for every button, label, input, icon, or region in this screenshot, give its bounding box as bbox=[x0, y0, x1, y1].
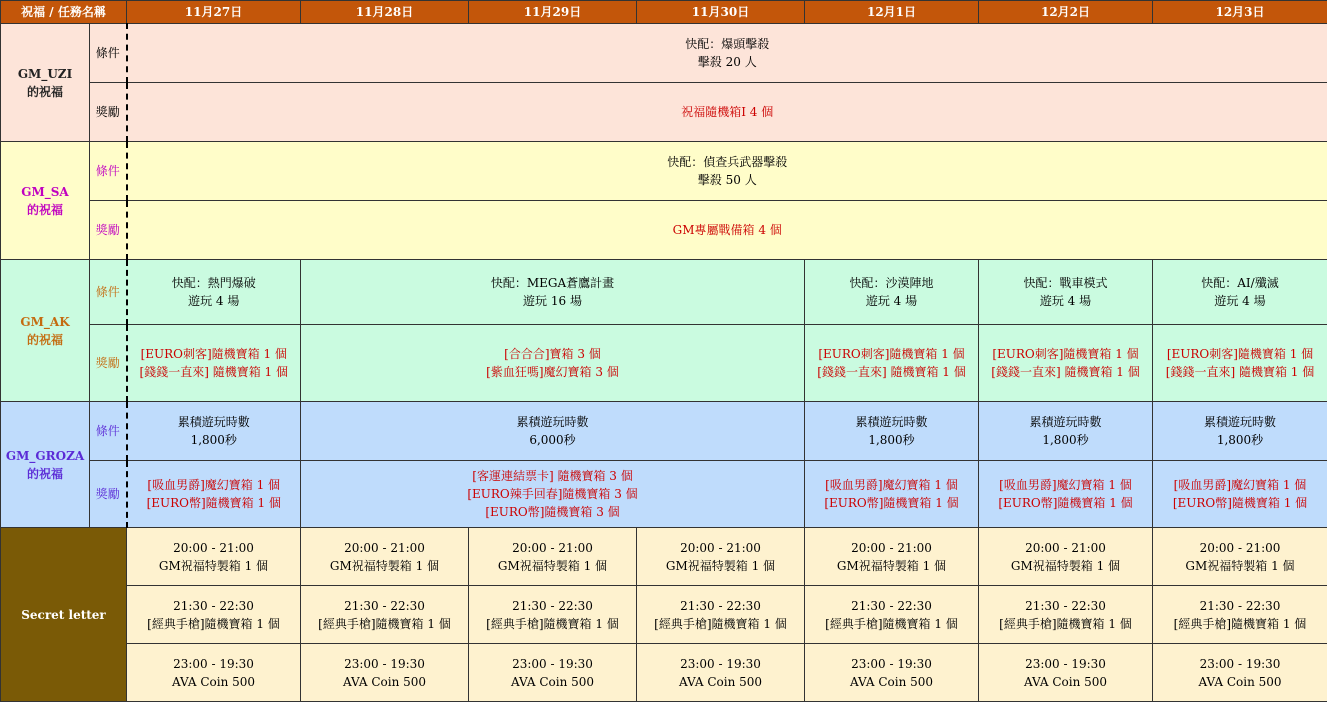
groza-reward-cell: [客運連結票卡] 隨機寶箱 3 個 [EURO辣手回春]隨機寶箱 3 個 [EURO幣]隨機寶箱 3 個 bbox=[301, 461, 805, 528]
groza-reward-cell: [吸血男爵]魔幻寶箱 1 個 [EURO幣]隨機寶箱 1 個 bbox=[979, 461, 1153, 528]
groza-condition-cell: 累積遊玩時數 1,800秒 bbox=[805, 402, 979, 461]
ak-reward-cell: [EURO刺客]隨機寶箱 1 個 [錢錢一直來] 隨機寶箱 1 個 bbox=[979, 325, 1153, 402]
groza-reward-cell: [吸血男爵]魔幻寶箱 1 個 [EURO幣]隨機寶箱 1 個 bbox=[1153, 461, 1327, 528]
uzi-reward: 祝福隨機箱I 4 個 bbox=[127, 83, 1327, 142]
uzi-blessing-name: GM_UZI 的祝福 bbox=[1, 24, 90, 142]
condition-label: 條件 bbox=[90, 24, 127, 83]
date-header: 12月3日 bbox=[1153, 1, 1327, 24]
secret-cell: 20:00 - 21:00 GM祝福特製箱 1 個 bbox=[637, 528, 805, 586]
groza-reward-cell: [吸血男爵]魔幻寶箱 1 個 [EURO幣]隨機寶箱 1 個 bbox=[127, 461, 301, 528]
reward-label: 獎勵 bbox=[90, 83, 127, 142]
secret-cell: 20:00 - 21:00 GM祝福特製箱 1 個 bbox=[469, 528, 637, 586]
condition-label: 條件 bbox=[90, 402, 127, 461]
groza-reward-row bbox=[1, 461, 1327, 528]
groza-condition-cell: 累積遊玩時數 1,800秒 bbox=[979, 402, 1153, 461]
sa-reward-row bbox=[1, 201, 1327, 260]
ak-reward-cell: [EURO刺客]隨機寶箱 1 個 [錢錢一直來] 隨機寶箱 1 個 bbox=[805, 325, 979, 402]
secret-cell: 21:30 - 22:30 [經典手槍]隨機寶箱 1 個 bbox=[637, 586, 805, 644]
secret-cell: 21:30 - 22:30 [經典手槍]隨機寶箱 1 個 bbox=[469, 586, 637, 644]
ak-reward-cell: [合合合]寶箱 3 個 [紫血狂嗎]魔幻寶箱 3 個 bbox=[301, 325, 805, 402]
ak-condition-row bbox=[1, 260, 1327, 325]
reward-label: 獎勵 bbox=[90, 461, 127, 528]
secret-row bbox=[1, 644, 1327, 702]
secret-cell: 20:00 - 21:00 GM祝福特製箱 1 個 bbox=[979, 528, 1153, 586]
secret-cell: 23:00 - 19:30 AVA Coin 500 bbox=[979, 644, 1153, 702]
secret-cell: 21:30 - 22:30 [經典手槍]隨機寶箱 1 個 bbox=[301, 586, 469, 644]
uzi-condition: 快配：爆頭擊殺 擊殺 20 人 bbox=[127, 24, 1327, 83]
condition-label: 條件 bbox=[90, 260, 127, 325]
ak-blessing-name: GM_AK 的祝福 bbox=[1, 260, 90, 402]
ak-reward-cell: [EURO刺客]隨機寶箱 1 個 [錢錢一直來] 隨機寶箱 1 個 bbox=[127, 325, 301, 402]
date-header: 11月27日 bbox=[127, 1, 301, 24]
secret-cell: 23:00 - 19:30 AVA Coin 500 bbox=[127, 644, 301, 702]
groza-condition-cell: 累積遊玩時數 1,800秒 bbox=[127, 402, 301, 461]
secret-cell: 21:30 - 22:30 [經典手槍]隨機寶箱 1 個 bbox=[1153, 586, 1327, 644]
secret-cell: 20:00 - 21:00 GM祝福特製箱 1 個 bbox=[127, 528, 301, 586]
ak-reward-row bbox=[1, 325, 1327, 402]
secret-cell: 20:00 - 21:00 GM祝福特製箱 1 個 bbox=[301, 528, 469, 586]
date-header: 11月29日 bbox=[469, 1, 637, 24]
header-row bbox=[1, 1, 1327, 24]
groza-reward-cell: [吸血男爵]魔幻寶箱 1 個 [EURO幣]隨機寶箱 1 個 bbox=[805, 461, 979, 528]
ak-condition-cell: 快配：戰車模式 遊玩 4 場 bbox=[979, 260, 1153, 325]
secret-cell: 23:00 - 19:30 AVA Coin 500 bbox=[1153, 644, 1327, 702]
secret-cell: 23:00 - 19:30 AVA Coin 500 bbox=[637, 644, 805, 702]
groza-condition-cell: 累積遊玩時數 6,000秒 bbox=[301, 402, 805, 461]
secret-letter-label: Secret letter bbox=[1, 528, 127, 702]
date-header: 12月2日 bbox=[979, 1, 1153, 24]
groza-condition-row bbox=[1, 402, 1327, 461]
secret-cell: 23:00 - 19:30 AVA Coin 500 bbox=[301, 644, 469, 702]
secret-cell: 21:30 - 22:30 [經典手槍]隨機寶箱 1 個 bbox=[805, 586, 979, 644]
reward-label: 獎勵 bbox=[90, 201, 127, 260]
sa-condition: 快配：偵查兵武器擊殺 擊殺 50 人 bbox=[127, 142, 1327, 201]
secret-row bbox=[1, 586, 1327, 644]
ak-condition-cell: 快配：沙漠陣地 遊玩 4 場 bbox=[805, 260, 979, 325]
secret-cell: 21:30 - 22:30 [經典手槍]隨機寶箱 1 個 bbox=[979, 586, 1153, 644]
groza-condition-cell: 累積遊玩時數 1,800秒 bbox=[1153, 402, 1327, 461]
secret-cell: 23:00 - 19:30 AVA Coin 500 bbox=[805, 644, 979, 702]
ak-condition-cell: 快配：AI/殲滅 遊玩 4 場 bbox=[1153, 260, 1327, 325]
secret-cell: 20:00 - 21:00 GM祝福特製箱 1 個 bbox=[805, 528, 979, 586]
ak-condition-cell: 快配：熱門爆破 遊玩 4 場 bbox=[127, 260, 301, 325]
uzi-reward-row bbox=[1, 83, 1327, 142]
sa-condition-row bbox=[1, 142, 1327, 201]
reward-label: 獎勵 bbox=[90, 325, 127, 402]
ak-reward-cell: [EURO刺客]隨機寶箱 1 個 [錢錢一直來] 隨機寶箱 1 個 bbox=[1153, 325, 1327, 402]
secret-cell: 20:00 - 21:00 GM祝福特製箱 1 個 bbox=[1153, 528, 1327, 586]
sa-blessing-name: GM_SA 的祝福 bbox=[1, 142, 90, 260]
date-header: 12月1日 bbox=[805, 1, 979, 24]
sa-reward: GM專屬戰備箱 4 個 bbox=[127, 201, 1327, 260]
secret-cell: 21:30 - 22:30 [經典手槍]隨機寶箱 1 個 bbox=[127, 586, 301, 644]
date-header: 11月30日 bbox=[637, 1, 805, 24]
secret-cell: 23:00 - 19:30 AVA Coin 500 bbox=[469, 644, 637, 702]
groza-blessing-name: GM_GROZA 的祝福 bbox=[1, 402, 90, 528]
date-header: 11月28日 bbox=[301, 1, 469, 24]
secret-row bbox=[1, 528, 1327, 586]
header-corner: 祝福 / 任務名稱 bbox=[1, 1, 127, 24]
ak-condition-cell: 快配：MEGA蒼鷹計畫 遊玩 16 場 bbox=[301, 260, 805, 325]
uzi-condition-row bbox=[1, 24, 1327, 83]
condition-label: 條件 bbox=[90, 142, 127, 201]
